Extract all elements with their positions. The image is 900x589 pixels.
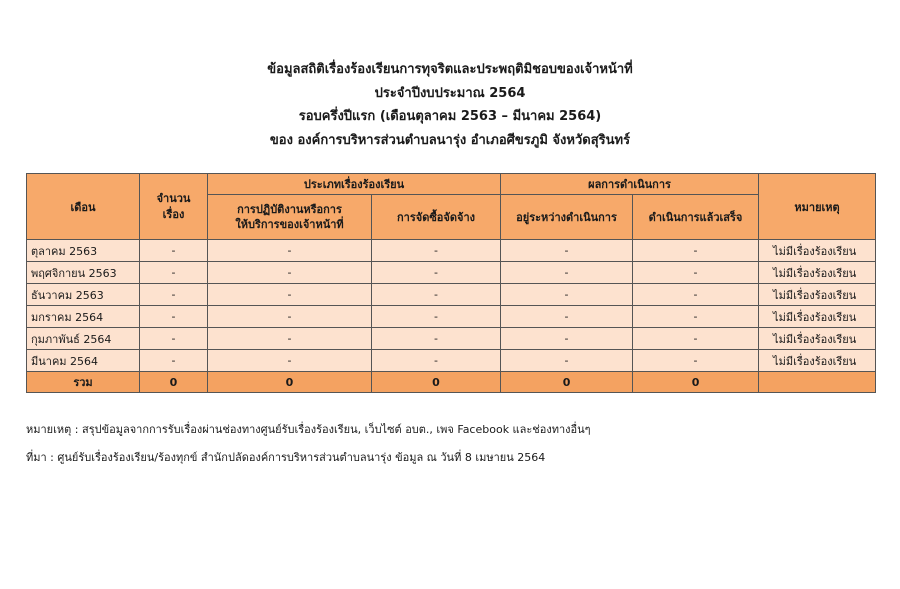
header-count: จำนวนเรื่อง [140,174,208,240]
row-remark: ไม่มีเรื่องร้องเรียน [759,350,876,372]
total-procurement: 0 [372,372,501,393]
header-completed: ดำเนินการแล้วเสร็จ [633,195,759,240]
row-in-progress: - [501,240,633,262]
row-in-progress: - [501,306,633,328]
row-count: - [140,284,208,306]
row-procurement: - [372,240,501,262]
total-label: รวม [27,372,140,393]
row-procurement: - [372,284,501,306]
row-procurement: - [372,350,501,372]
total-service: 0 [208,372,372,393]
row-count: - [140,328,208,350]
header-type-service: การปฏิบัติงานหรือการให้บริการของเจ้าหน้าที่ [208,195,372,240]
row-remark: ไม่มีเรื่องร้องเรียน [759,262,876,284]
row-remark: ไม่มีเรื่องร้องเรียน [759,240,876,262]
total-completed: 0 [633,372,759,393]
total-remark [759,372,876,393]
title-line-2: ประจำปีงบประมาณ 2564 [374,85,526,101]
row-in-progress: - [501,328,633,350]
row-service: - [208,350,372,372]
table-row [27,328,876,350]
header-complaint-type: ประเภทเรื่องร้องเรียน [208,174,501,195]
row-service: - [208,328,372,350]
row-completed: - [633,350,759,372]
table-header [27,174,876,240]
title-line-4: ของ องค์การบริหารส่วนตำบลนารุ่ง อำเภอศีขรภูมิ จังหวัดสุรินทร์ [269,132,631,148]
row-count: - [140,306,208,328]
table-row [27,306,876,328]
row-month: ธันวาคม 2563 [27,284,140,306]
row-service: - [208,262,372,284]
row-in-progress: - [501,262,633,284]
table-row [27,350,876,372]
row-procurement: - [372,328,501,350]
table-body [27,240,876,393]
row-remark: ไม่มีเรื่องร้องเรียน [759,284,876,306]
complaint-statistics-table [26,173,876,393]
row-month: มกราคม 2564 [27,306,140,328]
table-row [27,262,876,284]
header-in-progress: อยู่ระหว่างดำเนินการ [501,195,633,240]
row-completed: - [633,240,759,262]
total-row [27,372,876,393]
row-procurement: - [372,306,501,328]
row-completed: - [633,262,759,284]
header-month: เดือน [27,174,140,240]
source-footnote: ที่มา : ศูนย์รับเรื่องร้องเรียน/ร้องทุกข์ สำนักปลัดองค์การบริหารส่วนตำบลนารุ่ง ข้อมูล ณ วันที่ 8 เมษายน 2564 [26,451,546,464]
header-type-procurement: การจัดซื้อจัดจ้าง [372,195,501,240]
row-month: ตุลาคม 2563 [27,240,140,262]
row-service: - [208,240,372,262]
row-service: - [208,284,372,306]
document-title [0,58,900,152]
row-month: พฤศจิกายน 2563 [27,262,140,284]
total-count: 0 [140,372,208,393]
row-completed: - [633,328,759,350]
table-row [27,284,876,306]
row-count: - [140,240,208,262]
row-in-progress: - [501,350,633,372]
row-service: - [208,306,372,328]
header-result: ผลการดำเนินการ [501,174,759,195]
row-procurement: - [372,262,501,284]
header-remark: หมายเหตุ [759,174,876,240]
row-month: มีนาคม 2564 [27,350,140,372]
row-count: - [140,350,208,372]
row-completed: - [633,306,759,328]
title-line-3: รอบครึ่งปีแรก (เดือนตุลาคม 2563 – มีนาคม 2564) [298,109,602,124]
row-in-progress: - [501,284,633,306]
remark-footnote: หมายเหตุ : สรุปข้อมูลจากการรับเรื่องผ่านช่องทางศูนย์รับเรื่องร้องเรียน, เว็บไซต์ อบต., เพจ Facebook และช่องทางอื่นๆ [26,423,591,436]
title-line-1: ข้อมูลสถิติเรื่องร้องเรียนการทุจริตและประพฤติมิชอบของเจ้าหน้าที่ [267,62,633,77]
row-completed: - [633,284,759,306]
row-month: กุมภาพันธ์ 2564 [27,328,140,350]
total-in-progress: 0 [501,372,633,393]
row-count: - [140,262,208,284]
table-row [27,240,876,262]
row-remark: ไม่มีเรื่องร้องเรียน [759,306,876,328]
row-remark: ไม่มีเรื่องร้องเรียน [759,328,876,350]
